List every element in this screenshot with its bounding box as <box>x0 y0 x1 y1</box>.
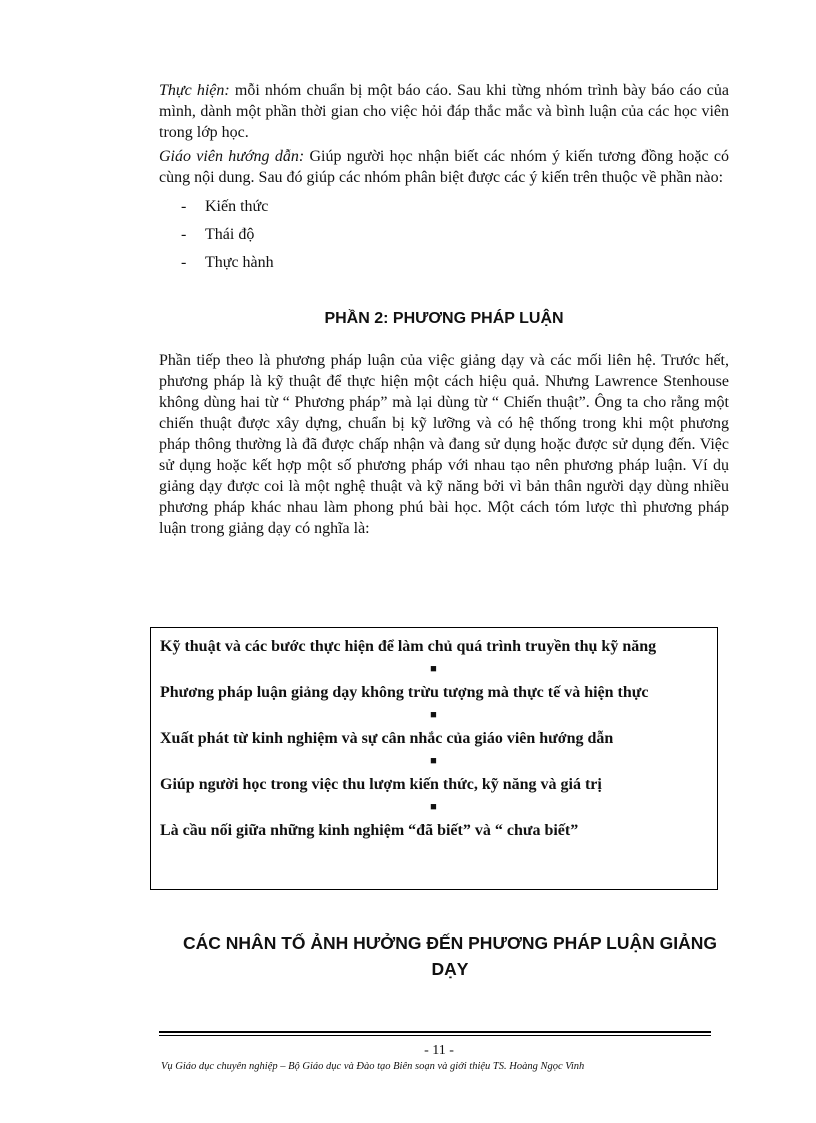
footer-credit: Vụ Giáo dục chuyên nghiệp – Bộ Giáo dục và Đào tạo Biên soạn và giới thiệu TS. Hoàng Ngọc Vinh <box>161 1061 585 1072</box>
section-heading: PHẦN 2: PHƯƠNG PHÁP LUẬN <box>324 310 564 327</box>
square-separator-icon: ■ <box>430 755 437 767</box>
page-number: - 11 - <box>424 1043 454 1058</box>
list-item <box>181 249 729 277</box>
page-content <box>159 80 729 539</box>
box-item: Kỹ thuật và các bước thực hiện để làm chủ quá trình truyền thụ kỹ năng <box>160 638 657 655</box>
box-item: Xuất phát từ kinh nghiệm và sự cân nhắc của giáo viên hướng dẫn <box>160 730 614 747</box>
square-separator-icon: ■ <box>430 801 437 813</box>
section-heading-factors: CÁC NHÂN TỐ ẢNH HƯỞNG ĐẾN PHƯƠNG PHÁP LUẬN GIẢNG DẠY <box>183 933 717 979</box>
list-item-text: Kiến thức <box>205 198 269 215</box>
box-item: Là cầu nối giữa những kinh nghiệm “đã biết” và “ chưa biết” <box>160 822 579 839</box>
list-item <box>181 193 729 221</box>
box-item: Giúp người học trong việc thu lượm kiến thức, kỹ năng và giá trị <box>160 776 602 793</box>
footer-divider <box>159 1031 711 1036</box>
list-dash: - <box>181 226 187 243</box>
paragraph-methodology: Phần tiếp theo là phương pháp luận của việc giảng dạy và các mối liên hệ. Trước hết, phương pháp là kỹ thuật để thực hiện một cách hiệu quả. Nhưng Lawrence Stenhouse không dùng hai từ “ Phương pháp” mà lại dùng từ “ Chiến thuật”. Ông ta cho rằng một chiến thuật được xây dựng, chuẩn bị kỹ lưỡng và có hệ thống trong khi một phương pháp thông thường là đã được chấp nhận và đang sử dụng hoặc được sử dụng đến. Việc sử dụng hoặc kết hợp một số phương pháp với nhau tạo nên phương pháp luận. Ví dụ giảng dạy được coi là một nghệ thuật và kỹ năng bởi vì bản thân người dạy dùng nhiều phương pháp khác nhau làm phong phú bài học. Một cách tóm lược thì phương pháp luận trong giảng dạy có nghĩa là: <box>159 352 729 537</box>
paragraph-giao-vien <box>159 146 729 188</box>
list-dash: - <box>181 254 187 271</box>
paragraph-lead: Giáo viên hướng dẫn: <box>159 148 305 165</box>
list-dash: - <box>181 198 187 215</box>
paragraph-lead: Thực hiện: <box>159 82 230 99</box>
paragraph-text: mỗi nhóm chuẩn bị một báo cáo. Sau khi từng nhóm trình bày báo cáo của mình, dành một phần thời gian cho việc hỏi đáp thắc mắc và bình luận của các học viên trong lớp học. <box>159 82 730 141</box>
square-separator-icon: ■ <box>430 709 437 721</box>
list-item <box>181 221 729 249</box>
list-item-text: Thực hành <box>205 254 274 271</box>
summary-box <box>150 627 718 890</box>
square-separator-icon: ■ <box>430 663 437 675</box>
box-item: Phương pháp luận giảng dạy không trừu tượng mà thực tế và hiện thực <box>160 684 649 701</box>
list-item-text: Thái độ <box>205 226 255 243</box>
bullet-list <box>159 193 729 277</box>
paragraph-thuc-hien <box>159 80 729 143</box>
paragraph-text: Giúp người học nhận biết các nhóm ý kiến tương đồng hoặc có cùng nội dung. Sau đó giúp các nhóm phân biệt được các ý kiến trên thuộc về phần nào: <box>159 148 730 186</box>
